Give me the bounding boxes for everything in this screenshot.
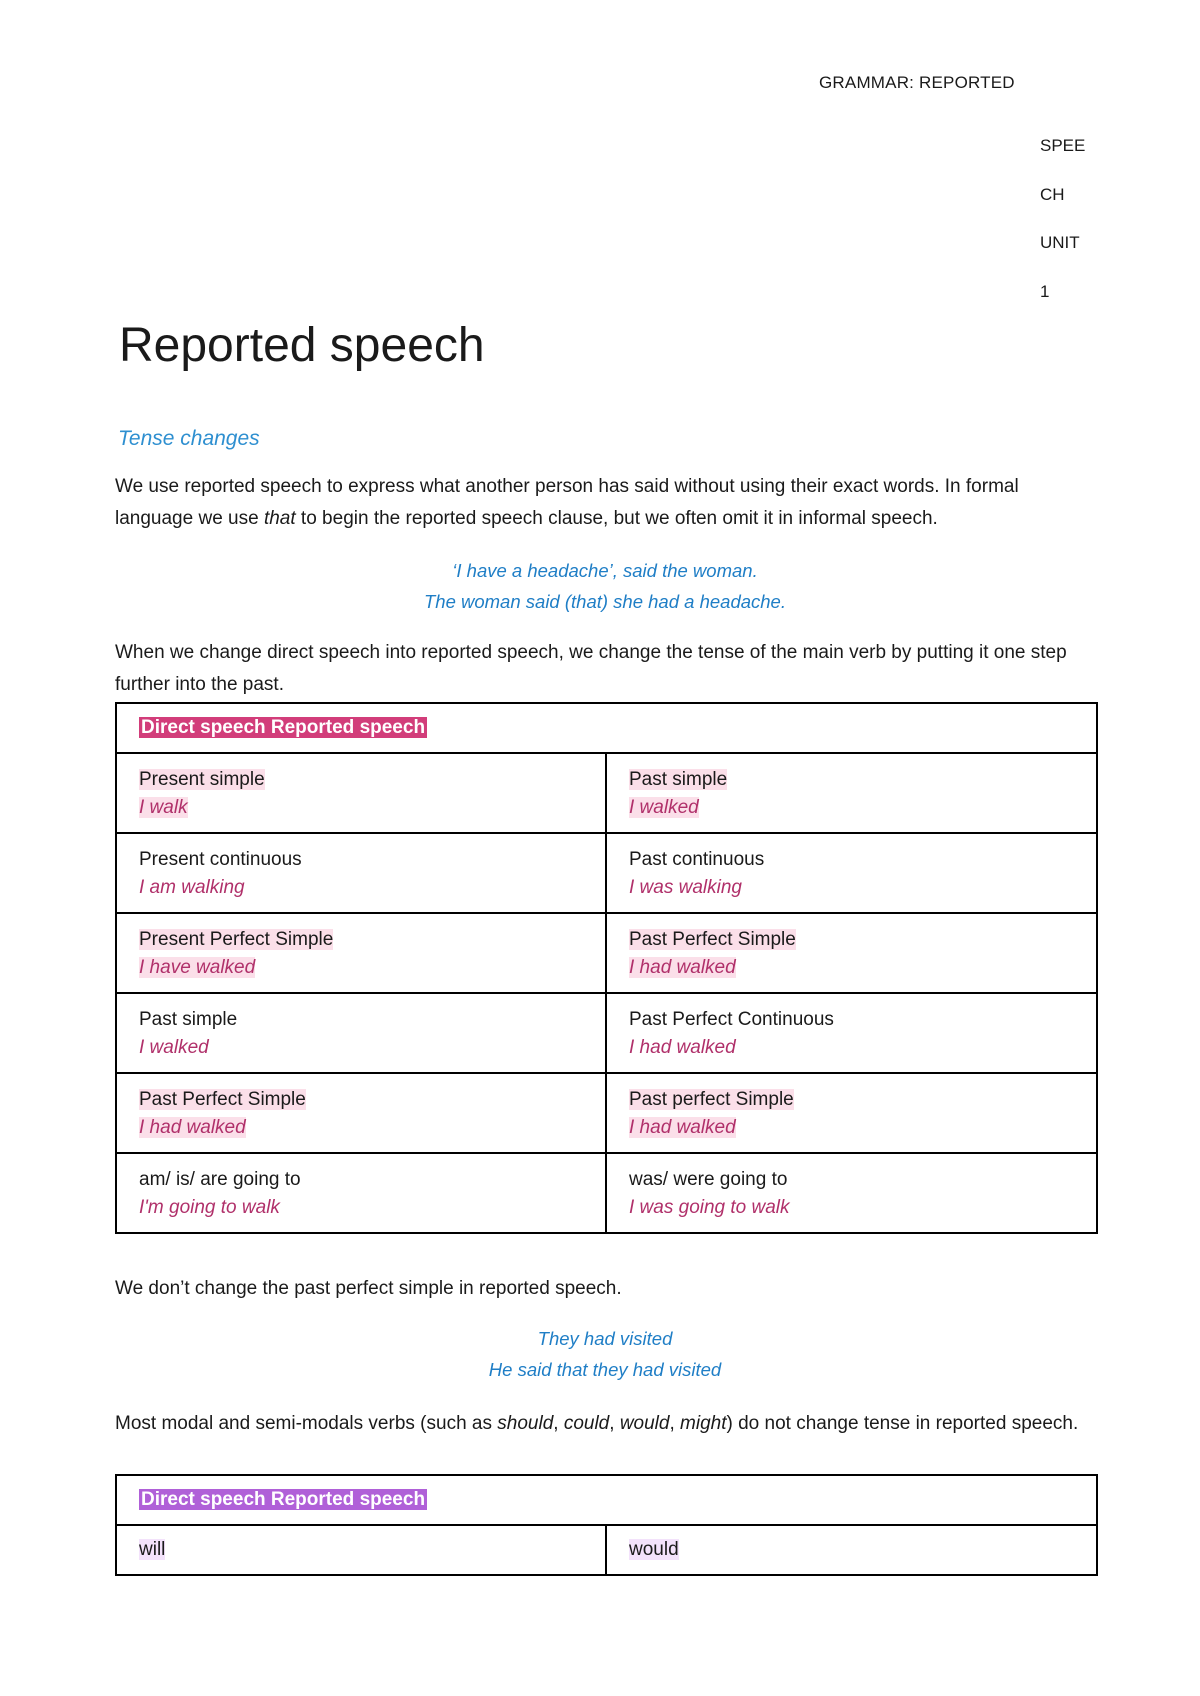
- table-row: [116, 1153, 1097, 1233]
- tense-example: I was going to walk: [629, 1197, 790, 1218]
- table-cell: [606, 913, 1097, 993]
- table-row: [116, 1525, 1097, 1575]
- running-header-stack: [1040, 122, 1085, 316]
- table-cell: [116, 753, 606, 833]
- table-row: [116, 993, 1097, 1073]
- tense-label: Past Perfect Simple: [629, 929, 796, 950]
- table-header: [116, 1475, 1097, 1525]
- table-header-label: Direct speech Reported speech: [141, 717, 426, 738]
- tense-label: Past Perfect Continuous: [629, 1009, 834, 1030]
- example-line: The woman said (that) she had a headache.: [423, 591, 786, 612]
- tense-label: Past simple: [629, 769, 728, 790]
- modal-word: should: [497, 1413, 554, 1434]
- tense-label: Past Perfect Simple: [139, 1089, 306, 1110]
- table-cell: [606, 753, 1097, 833]
- header-fragment: 1: [1040, 281, 1050, 301]
- modals-sep: ,: [669, 1413, 681, 1434]
- page-title: Reported speech: [119, 319, 485, 372]
- modals-table: [115, 1474, 1098, 1576]
- table-header: [116, 703, 1097, 753]
- modal-label: would: [629, 1539, 679, 1560]
- tense-label: Past continuous: [629, 849, 765, 870]
- tense-label: am/ is/ are going to: [139, 1169, 301, 1190]
- tense-example: I walk: [139, 797, 188, 818]
- modals-sep: ,: [553, 1413, 564, 1434]
- modal-word: would: [619, 1413, 670, 1434]
- table-row: [116, 913, 1097, 993]
- example-line: He said that they had visited: [488, 1359, 722, 1380]
- past-perfect-note: We don’t change the past perfect simple in reported speech.: [115, 1278, 622, 1299]
- explanation-paragraph: When we change direct speech into reported speech, we change the tense of the main verb by putting it one step further into the past.: [115, 642, 1067, 695]
- modals-sep: ,: [609, 1413, 620, 1434]
- modals-text: Most modal and semi-modals verbs (such as: [115, 1413, 498, 1434]
- table-header-label: Direct speech Reported speech: [141, 1489, 426, 1510]
- tense-label: Present simple: [139, 769, 265, 790]
- running-header: GRAMMAR: REPORTED: [819, 73, 1015, 92]
- tense-example: I had walked: [139, 1117, 246, 1138]
- intro-paragraph: [115, 471, 1095, 535]
- table-row: [116, 833, 1097, 913]
- modal-word: might: [680, 1413, 727, 1434]
- table-cell: [606, 1073, 1097, 1153]
- example-block-1: [115, 555, 1095, 617]
- section-heading: Tense changes: [118, 427, 260, 450]
- tense-example: I have walked: [139, 957, 256, 978]
- table-row: [116, 1073, 1097, 1153]
- example-line: They had visited: [537, 1328, 673, 1349]
- tense-table: [115, 702, 1098, 1234]
- intro-text: to begin the reported speech clause, but we often omit it in informal speech.: [295, 508, 938, 529]
- header-fragment: UNIT: [1040, 233, 1080, 252]
- modals-text: ) do not change tense in reported speech.: [726, 1413, 1079, 1434]
- tense-label: Present Perfect Simple: [139, 929, 334, 950]
- tense-example: I had walked: [629, 957, 736, 978]
- table-cell: [606, 833, 1097, 913]
- example-block-2: [115, 1323, 1095, 1385]
- modal-label: will: [139, 1539, 166, 1560]
- table-cell: [606, 993, 1097, 1073]
- intro-emphasis: that: [263, 508, 296, 529]
- table-cell: [116, 993, 606, 1073]
- tense-example: I had walked: [629, 1117, 736, 1138]
- table-cell: [606, 1525, 1097, 1575]
- tense-label: Past perfect Simple: [629, 1089, 794, 1110]
- table-cell: [606, 1153, 1097, 1233]
- tense-example: I am walking: [139, 877, 245, 898]
- table-cell: [116, 833, 606, 913]
- tense-example: I walked: [139, 1037, 209, 1058]
- intro-text: We use reported speech to express what another person has said without using their exact words. In formal language we use: [115, 476, 1019, 529]
- tense-label: was/ were going to: [629, 1169, 788, 1190]
- header-fragment: SPEE: [1040, 136, 1086, 155]
- table-cell: [116, 1073, 606, 1153]
- header-fragment: CH: [1040, 184, 1065, 204]
- tense-example: I had walked: [629, 1037, 736, 1058]
- tense-example: I was walking: [629, 877, 742, 898]
- tense-example: I walked: [629, 797, 699, 818]
- modals-paragraph: [115, 1408, 1095, 1440]
- table-cell: [116, 913, 606, 993]
- table-cell: [116, 1525, 606, 1575]
- table-cell: [116, 1153, 606, 1233]
- example-line: ‘I have a headache’, said the woman.: [452, 560, 758, 581]
- tense-label: Present continuous: [139, 849, 302, 870]
- tense-example: I'm going to walk: [139, 1197, 280, 1218]
- tense-label: Past simple: [139, 1009, 238, 1030]
- table-row: [116, 753, 1097, 833]
- modal-word: could: [563, 1413, 610, 1434]
